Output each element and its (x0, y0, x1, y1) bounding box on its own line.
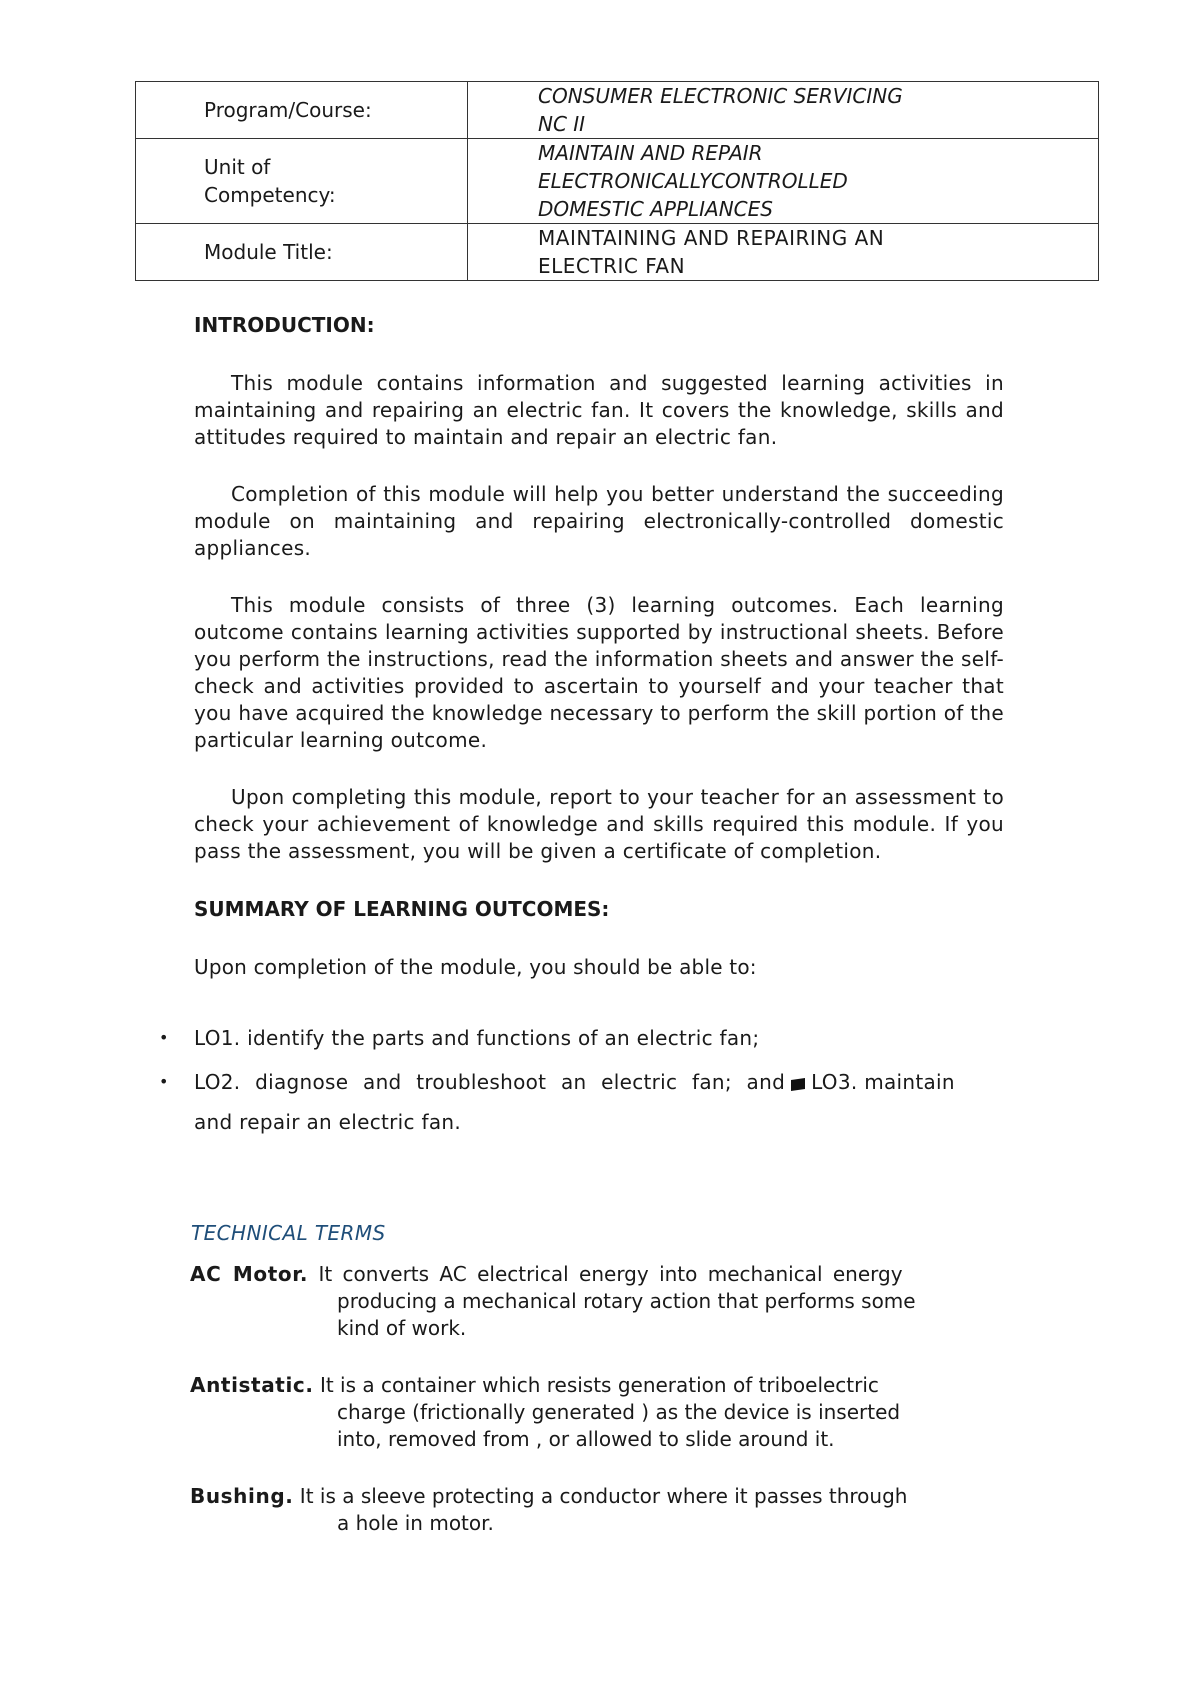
program-course-value (468, 82, 1099, 139)
program-course-value-line1: CONSUMER ELECTRONIC SERVICING (538, 84, 903, 108)
intro-paragraph-3: This module consists of three (3) learning outcomes. Each learning outcome contains learning activities supported by instructional sheets. Before you perform the instructions, read the information sheets and answer the self-check and activities provided to ascertain to yourself and your teacher that you have acquired the knowledge necessary to perform the skill portion of the particular learning outcome. (194, 593, 1004, 752)
term-ac-motor-name: AC Motor. (190, 1262, 309, 1286)
program-course-row (136, 82, 1099, 139)
learning-outcomes-list (159, 1018, 1004, 1142)
unit-of-competency-label (136, 139, 468, 224)
technical-terms-heading: TECHNICAL TERMS (191, 1221, 386, 1245)
intro-paragraph-4: Upon completing this module, report to your teacher for an assessment to check your achievement of knowledge and skills required this module. If you pass the assessment, you will be given a certificate of completion. (194, 785, 1004, 863)
unit-value-line3: DOMESTIC APPLIANCES (538, 197, 773, 221)
intro-paragraph-1: This module contains information and suggested learning activities in maintaining and repairing an electric fan. It covers the knowledge, skills and attitudes required to maintain and repair an electric fan. (194, 371, 1004, 449)
learning-outcome-3-continuation: and repair an electric fan. (194, 1110, 462, 1134)
term-ac-motor-definition-line3: kind of work. (337, 1316, 467, 1340)
learning-outcome-2 (159, 1062, 1004, 1142)
unit-label-line2: Competency: (204, 183, 336, 207)
term-bushing-definition-line1: It is a sleeve protecting a conductor where it passes through (299, 1484, 908, 1508)
module-title-label: Module Title: (136, 224, 468, 281)
unit-label-line1: Unit of (204, 155, 271, 179)
term-ac-motor-definition-line1: It converts AC electrical energy into mechanical energy (318, 1262, 903, 1286)
learning-outcome-2-text: LO2. diagnose and troubleshoot an electric fan; and (194, 1070, 786, 1094)
intro-paragraph-2: Completion of this module will help you better understand the succeeding module on maintaining and repairing electronically-controlled domestic appliances. (194, 482, 1004, 560)
term-antistatic (190, 1372, 1004, 1453)
module-body (159, 312, 1004, 1567)
bullet-icon: • (159, 1028, 169, 1047)
term-bushing-definition-line2: a hole in motor. (337, 1511, 494, 1535)
term-antistatic-definition-line3: into, removed from , or allowed to slide around it. (337, 1427, 835, 1451)
unit-value-line2: ELECTRONICALLYCONTROLLED (538, 169, 848, 193)
term-bushing-name: Bushing. (190, 1484, 294, 1508)
term-antistatic-definition-line2: charge (frictionally generated ) as the device is inserted (337, 1400, 901, 1424)
summary-heading: SUMMARY OF LEARNING OUTCOMES: (194, 897, 610, 921)
summary-lead: Upon completion of the module, you should be able to: (194, 955, 757, 979)
term-bushing (190, 1483, 1004, 1537)
module-title-value-line1: MAINTAINING AND REPAIRING AN (538, 226, 885, 250)
program-course-value-line2: NC II (538, 112, 586, 136)
bullet-icon: • (159, 1072, 169, 1091)
learning-outcome-1-text: LO1. identify the parts and functions of an electric fan; (194, 1026, 760, 1050)
introduction-heading: INTRODUCTION: (194, 313, 375, 337)
unit-value-line1: MAINTAIN AND REPAIR (538, 141, 763, 165)
module-info-table (135, 81, 1099, 281)
module-title-value (468, 224, 1099, 281)
module-title-value-line2: ELECTRIC FAN (538, 254, 686, 278)
clapperboard-icon (791, 1078, 805, 1091)
unit-of-competency-row (136, 139, 1099, 224)
term-antistatic-name: Antistatic. (190, 1373, 314, 1397)
term-antistatic-definition-line1: It is a container which resists generation of triboelectric (319, 1373, 879, 1397)
term-ac-motor (190, 1261, 1004, 1342)
learning-outcome-3-text: LO3. maintain (811, 1070, 955, 1094)
unit-of-competency-value (468, 139, 1099, 224)
module-title-row (136, 224, 1099, 281)
program-course-label: Program/Course: (136, 82, 468, 139)
term-ac-motor-definition-line2: producing a mechanical rotary action that performs some (337, 1289, 916, 1313)
learning-outcome-1 (159, 1018, 1004, 1058)
